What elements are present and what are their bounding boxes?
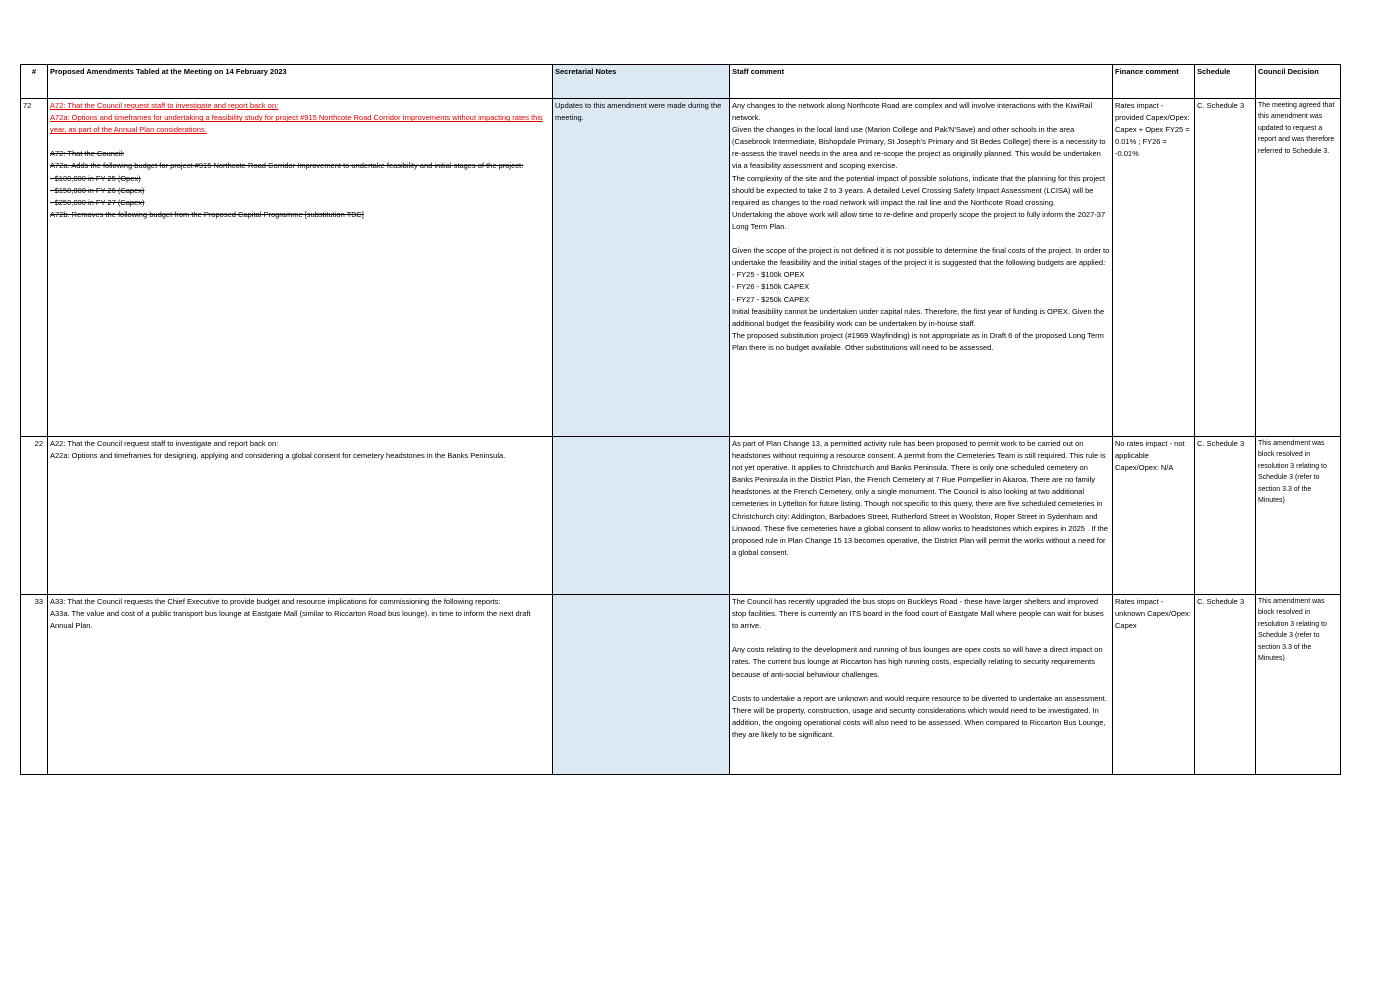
staff-comment-line: Costs to undertake a report are unknown and would require resource to be diverted to undertake an assessment. There will be property, construction, usage and security considerations which would need to be investigated. In addition, the ongoing operational costs will also need to be assessed. When compared to Riccarton Bus Lounge, they are likely to be significant. [732, 693, 1107, 740]
council-decision-cell: This amendment was block resolved in resolution 3 relating to Schedule 3 (refer to section 3.3 of the Minutes) [1256, 437, 1341, 595]
staff-comment-line: - FY25 - $100k OPEX [732, 270, 805, 280]
amendment-struck-line: - $100,000 in FY 25 (Opex) [50, 173, 141, 183]
header-council-decision: Council Decision [1256, 65, 1341, 99]
amendment-line: A22a: Options and timeframes for designing, applying and considering a global consent for cemetery headstones in the Banks Peninsula. [50, 451, 506, 461]
row-number: 22 [21, 437, 48, 595]
amendments-table [20, 64, 1341, 775]
table-row [21, 437, 1341, 595]
amendment-line: A33: That the Council requests the Chief Executive to provide budget and resource implications for commissioning the following reports: [50, 597, 501, 606]
header-secretarial-notes: Secretarial Notes [553, 65, 730, 99]
staff-comment-line: Any changes to the network along Northcote Road are complex and will involve interactions with the KiwiRail network. [732, 101, 1093, 123]
row-number: 72 [21, 99, 48, 437]
table-row [21, 99, 1341, 437]
header-row [21, 65, 1341, 99]
header-num: # [21, 65, 48, 99]
staff-comment-cell [730, 99, 1113, 437]
secretarial-notes-cell [553, 595, 730, 775]
council-decision-cell: The meeting agreed that this amendment was updated to request a report and was therefore referred to Schedule 3. [1256, 99, 1341, 437]
staff-comment-line: Given the scope of the project is not defined it is not possible to determine the final costs of the project. In order to undertake the feasibility and the initial stages of the project it is suggested that the following budgets are applied: [732, 246, 1110, 268]
staff-comment-line: The Council has recently upgraded the bus stops on Buckleys Road - these have larger shelters and improved stop facilities. There is currently an ITS board in the food court of Eastgate Mall where people can wait for buses to arrive. [732, 597, 1104, 631]
staff-comment-line: Undertaking the above work will allow time to re-define and properly scope the project to fully inform the 2027-37 Long Term Plan. [732, 209, 1106, 231]
amendment-struck-line: - $250,000 in FY 27 (Capex) [50, 197, 145, 207]
amendment-struck-line: - $150,000 in FY 26 (Capex) [50, 185, 145, 195]
finance-comment-cell: Rates impact - unknown Capex/Opex: Capex [1113, 595, 1195, 775]
amendment-struck-line: A72a. Adds the following budget for project #915 Northcote Road Corridor Improvement to undertake feasibility and initial stages of the project: [50, 161, 524, 171]
amendment-cell [48, 437, 553, 595]
header-finance-comment: Finance comment [1113, 65, 1195, 99]
schedule-cell: C. Schedule 3 [1195, 437, 1256, 595]
amendment-struck-line: A72: That the Council: [50, 149, 125, 159]
amendment-cell [48, 595, 553, 775]
staff-comment-cell: As part of Plan Change 13, a permitted activity rule has been proposed to permit work to be carried out on headstones without requiring a resource consent. A permit from the Cemeteries Team is still required. This rule is not yet operative. It applies to Christchurch and Banks Peninsula. There is only one scheduled cemetery on Banks Peninsula in the District Plan, the French Cemetery at 7 Rue Pompellier in Akaroa. There are no family headstones at the French Cemetery, only a single monument. The Council is also looking at two additional cemeteries in Lyttelton for future listing. Though not specific to this query, there are five scheduled cemeteries in Christchurch city: Addington, Barbadoes Street, Rutherford Street in Woolston, Roper Street in Sydenham and Linwood. These five cemeteries have a global consent to allow works to headstones which expires in 2025 . If the proposed rule in Plan Change 15 13 becomes operative, the District Plan will permit the works without a need for a global consent. [730, 437, 1113, 595]
header-schedule: Schedule [1195, 65, 1256, 99]
secretarial-notes-cell [553, 437, 730, 595]
staff-comment-line: Given the changes in the local land use (Marion College and Pak'N'Save) and other schools in the area (Casebrook Intermediate, Bishopdale Primary, St Joseph's Primary and St Bedes College) there is a necessity to re-assess the travel needs in the area and re-scope the project as originally planned. This would be undertaken via a feasibility assessment and scoping exercise. [732, 125, 1106, 171]
row-number: 33 [21, 595, 48, 775]
amendment-cell [48, 99, 553, 437]
secretarial-notes-cell: Updates to this amendment were made during the meeting. [553, 99, 730, 437]
amendment-added-line: A72: That the Council request staff to investigate and report back on: [50, 101, 279, 110]
amendment-line: A22: That the Council request staff to investigate and report back on: [50, 439, 279, 448]
staff-comment-line: The complexity of the site and the potential impact of possible solutions, indicate that the planning for this project should be expected to take 2 to 3 years. A detailed Level Crossing Safety Impact Assessment (LCISA) will be required as changes to the road network will impact the rail line and the Northcote Road crossing. [732, 173, 1106, 207]
schedule-cell: C. Schedule 3 [1195, 595, 1256, 775]
table-row [21, 595, 1341, 775]
staff-comment-line: The proposed substitution project (#1969 Wayfinding) is not appropriate as in Draft 6 of the proposed Long Term Plan there is no budget available. Other substitutions will need to be assessed. [732, 330, 1104, 352]
header-staff-comment: Staff comment [730, 65, 1113, 99]
finance-comment-cell: Rates impact - provided Capex/Opex: Capex + Opex FY25 = 0.01% ; FY26 = -0.01% [1113, 99, 1195, 437]
staff-comment-line: - FY26 - $150k CAPEX [732, 282, 810, 292]
header-amendment: Proposed Amendments Tabled at the Meeting on 14 February 2023 [48, 65, 553, 99]
council-decision-cell: This amendment was block resolved in resolution 3 relating to Schedule 3 (refer to section 3.3 of the Minutes) [1256, 595, 1341, 775]
staff-comment-line: - FY27 - $250k CAPEX [732, 294, 810, 304]
staff-comment-line: Any costs relating to the development and running of bus lounges are opex costs so will have a direct impact on rates. The current bus lounge at Riccarton has high running costs, especially relating to security requirements because of anti-social behaviour challenges. [732, 645, 1103, 679]
amendments-document [20, 64, 1340, 775]
amendment-struck-line: A72b. Removes the following budget from the Proposed Capital Programme [substitution TBC] [50, 209, 364, 219]
amendment-line: A33a. The value and cost of a public transport bus lounge at Eastgate Mall (similar to Riccarton Road bus lounge). in time to inform the next draft Annual Plan. [50, 609, 531, 631]
staff-comment-line: Initial feasibility cannot be undertaken under capital rules. Therefore, the first year of funding is OPEX. Given the additional budget the feasibility work can be undertaken by in-house staff. [732, 306, 1105, 328]
finance-comment-cell: No rates impact - not applicable Capex/Opex: N/A [1113, 437, 1195, 595]
schedule-cell: C. Schedule 3 [1195, 99, 1256, 437]
amendment-added-line: A72a: Options and timeframes for undertaking a feasibility study for project #915 Northcote Road Corridor Improvements without impacting rates this year, as part of the Annual Plan considerations. [50, 113, 543, 135]
staff-comment-cell [730, 595, 1113, 775]
